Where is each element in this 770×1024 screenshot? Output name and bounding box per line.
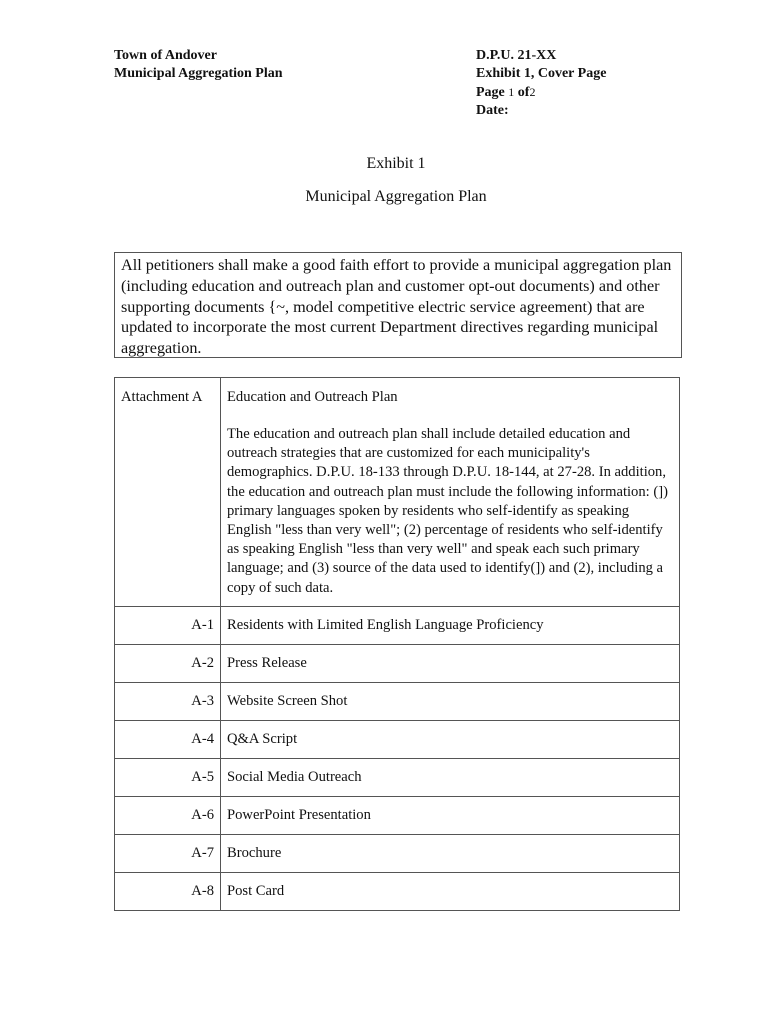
item-code: A-1 xyxy=(115,606,221,644)
table-row xyxy=(115,758,680,796)
item-code: A-3 xyxy=(115,682,221,720)
item-title: Q&A Script xyxy=(221,720,680,758)
table-row xyxy=(115,720,680,758)
item-code: A-8 xyxy=(115,872,221,910)
item-title: Brochure xyxy=(221,834,680,872)
attachment-label: Attachment A xyxy=(115,378,221,607)
table-row xyxy=(115,606,680,644)
item-code: A-2 xyxy=(115,644,221,682)
table-row xyxy=(115,872,680,910)
item-title: Social Media Outreach xyxy=(221,758,680,796)
attachment-description xyxy=(221,378,680,607)
table-row xyxy=(115,682,680,720)
item-title: Press Release xyxy=(221,644,680,682)
item-title: Residents with Limited English Language Proficiency xyxy=(221,606,680,644)
item-code: A-5 xyxy=(115,758,221,796)
exhibit-title: Exhibit 1 xyxy=(366,155,426,172)
attachment-title: Education and Outreach Plan xyxy=(227,389,398,405)
plan-name: Municipal Aggregation Plan xyxy=(114,66,283,81)
attachment-header-row xyxy=(115,378,680,607)
docket-number: D.P.U. 21-XX xyxy=(476,48,557,63)
item-title: Website Screen Shot xyxy=(221,682,680,720)
page-indicator xyxy=(476,83,606,102)
table-row xyxy=(115,796,680,834)
page-total: 2 xyxy=(529,85,536,99)
attachments-table xyxy=(114,377,680,911)
table-row xyxy=(115,834,680,872)
page-number: 1 xyxy=(508,85,515,99)
page-label: Page xyxy=(476,85,505,100)
item-code: A-7 xyxy=(115,834,221,872)
item-code: A-4 xyxy=(115,720,221,758)
date-label: Date: xyxy=(476,103,509,118)
item-title: PowerPoint Presentation xyxy=(221,796,680,834)
header-right xyxy=(476,47,606,120)
item-code: A-6 xyxy=(115,796,221,834)
intro-box: All petitioners shall make a good faith effort to provide a municipal aggregation plan (including education and outreach plan and customer opt-out documents) and other supporting documents {~, model competitive electric service agreement) that are updated to incorporate the most current Department directives regarding municipal aggregation. xyxy=(114,252,682,358)
item-title: Post Card xyxy=(221,872,680,910)
town-name: Town of Andover xyxy=(114,48,217,63)
exhibit-label: Exhibit 1, Cover Page xyxy=(476,66,607,81)
document-title: Municipal Aggregation Plan xyxy=(305,188,487,205)
header-left xyxy=(114,47,283,83)
page-of: of xyxy=(517,85,530,100)
table-row xyxy=(115,644,680,682)
attachment-body: The education and outreach plan shall include detailed education and outreach strategies that are customized for each municipality's demographics. D.P.U. 18-133 through D.P.U. 18-144, at 27-28. In addition, the education and outreach plan must include the following information: (]) primary languages spoken by residents who self-identify as speaking English "less than very well"; (2) percentage of residents who self-identify as speaking English "less than very well" and speak each such primary language; and (3) source of the data used to identify(]) and (2), including a copy of such data. xyxy=(227,426,668,596)
